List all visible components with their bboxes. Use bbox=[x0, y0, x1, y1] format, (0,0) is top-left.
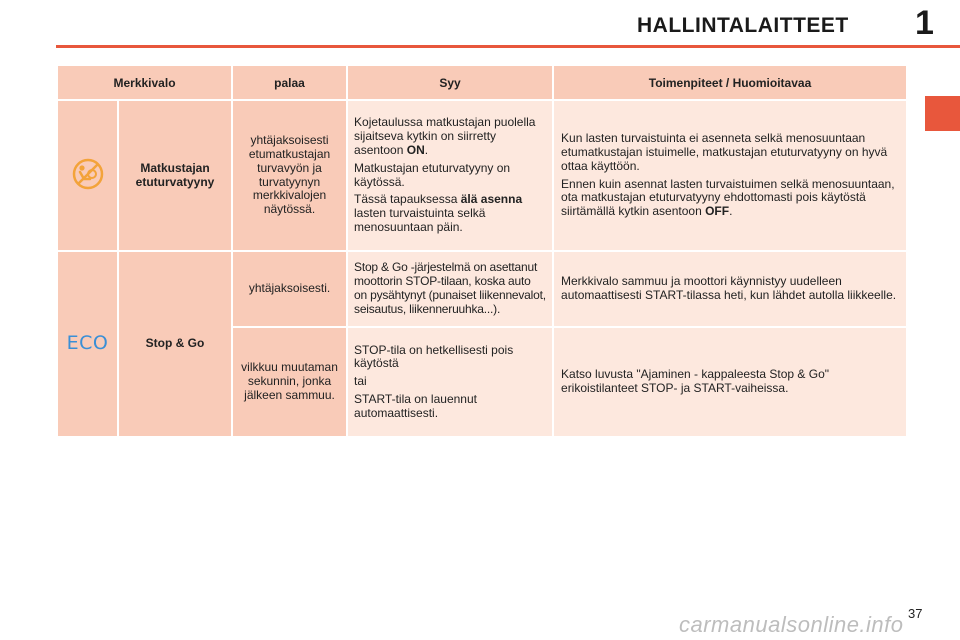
lamp-name: Matkustajan etuturvatyyny bbox=[119, 101, 231, 250]
column-header-state: palaa bbox=[233, 66, 346, 99]
page-title: HALLINTALAITTEET bbox=[637, 14, 849, 37]
chapter-number: 1 bbox=[915, 4, 934, 42]
airbag-off-icon bbox=[71, 157, 105, 191]
lamp-cause: Stop & Go -järjestelmä on asettanut moottorin STOP-tilaan, koska auto on pysähtynyt (punaiset liikennevalot, seisautus, liikenneruuhka...). bbox=[348, 252, 552, 326]
eco-icon: ECO bbox=[66, 332, 109, 355]
table-header-row bbox=[58, 66, 906, 99]
table-row bbox=[58, 101, 906, 250]
header-rule bbox=[56, 45, 960, 48]
column-header-cause: Syy bbox=[348, 66, 552, 99]
chapter-tab bbox=[925, 96, 960, 131]
lamp-action: Merkkivalo sammuu ja moottori käynnistyy uudelleen automaattisesti START-tilassa heti, kun lähdet autolla liikkeelle. bbox=[554, 252, 906, 326]
column-header-lamp: Merkkivalo bbox=[58, 66, 231, 99]
page-number: 37 bbox=[908, 606, 923, 621]
lamp-state: yhtäjaksoisesti. bbox=[233, 252, 346, 326]
lamp-cause: STOP-tila on hetkellisesti pois käytöstä tai START-tila on lauennut automaattisesti. bbox=[348, 328, 552, 436]
lamp-state: vilkkuu muutaman sekunnin, jonka jälkeen sammuu. bbox=[233, 328, 346, 436]
warning-lamp-table bbox=[56, 64, 908, 438]
lamp-action: Katso luvusta "Ajaminen - kappaleesta Stop & Go" erikoistilanteet STOP- ja START-vaiheissa. bbox=[554, 328, 906, 436]
watermark: carmanualsonline.info bbox=[679, 612, 904, 637]
lamp-name: Stop & Go bbox=[119, 252, 231, 436]
lamp-cause: Kojetaulussa matkustajan puolella sijaitseva kytkin on siirretty asentoon ON. Matkustajan etuturvatyyny on käytössä. Tässä tapauksessa älä asenna lasten turvaistuinta selkä menosuuntaan päin. bbox=[348, 101, 552, 250]
column-header-actions: Toimenpiteet / Huomioitavaa bbox=[554, 66, 906, 99]
lamp-state: yhtäjaksoisesti etumatkustajan turvavyön ja turvatyynyn merkkivalojen näytössä. bbox=[233, 101, 346, 250]
table-row bbox=[58, 252, 906, 326]
lamp-action: Kun lasten turvaistuinta ei asenneta selkä menosuuntaan etumatkustajan istuimelle, matkustajan etuturvatyyny on hyvä ottaa käyttöön. Ennen kuin asennat lasten turvaistuimen selkä menosuuntaan, ota matkustajan etuturvatyyny ehdottomasti pois käytöstä siirtämällä kytkin asentoon OFF. bbox=[554, 101, 906, 250]
lamp-icon-cell bbox=[58, 252, 117, 436]
lamp-icon-cell bbox=[58, 101, 117, 250]
